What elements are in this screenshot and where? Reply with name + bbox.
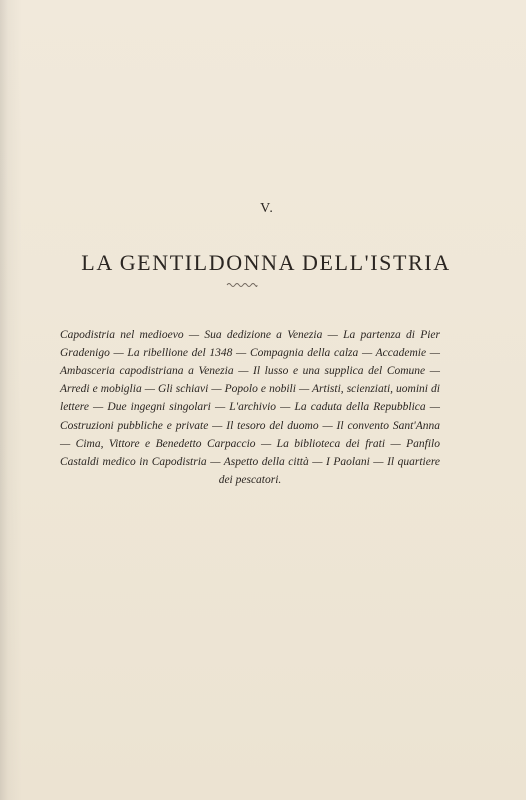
chapter-summary: Capodistria nel medioevo — Sua dedizione a Venezia — La partenza di Pier Gradenigo — La ribellione del 1348 — Compagnia della calza — Accademie — Ambasceria capodistriana a Venezia — Il lusso e una supplica del Comune — Arredi e mobiglia — Gli schiavi — Popolo e nobili — Artisti, scienziati, uomini di lettere — Due ingegni singolari — L'archivio — La caduta della Repubblica — Costruzioni pubbliche e private — Il tesoro del duomo — Il convento Sant'Anna — Cima, Vittore e Benedetto Carpaccio — La biblioteca dei frati — Panfilo Castaldi medico in Capodistria — Aspetto della città — I Paolani — Il quartiere dei pescatori. — [60, 328, 440, 487]
wavy-line-ornament-icon — [226, 281, 258, 289]
chapter-title: LA GENTILDONNA DELL'ISTRIA — [81, 250, 451, 275]
chapter-number: V. — [260, 201, 274, 216]
